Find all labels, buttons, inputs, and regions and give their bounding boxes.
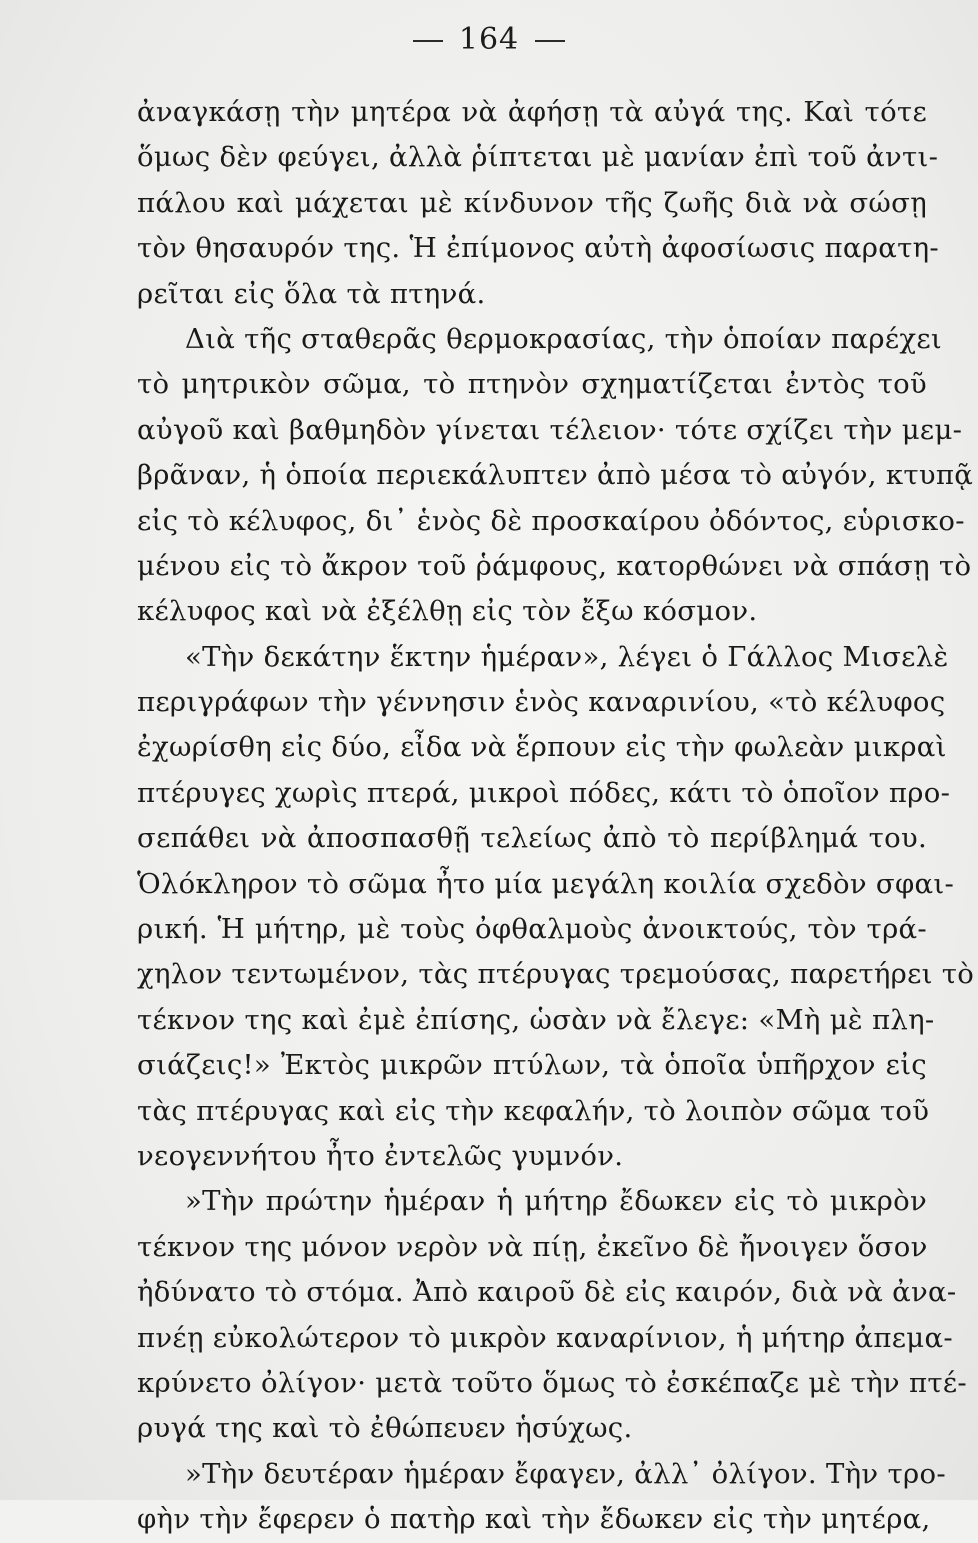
text-line: ρεῖται εἰς ὅλα τὰ πτηνά.	[137, 277, 486, 310]
text-line: τὸ μητρικὸν σῶμα, τὸ πτηνὸν σχηματίζεται ἐντὸς τοῦ	[137, 368, 927, 401]
text-line: κέλυφος καὶ νὰ ἐξέλθῃ εἰς τὸν ἔξω κόσμον.	[137, 595, 758, 628]
text-line: ἐχωρίσθη εἰς δύο, εἶδα νὰ ἕρπουν εἰς τὴν φωλεὰν μικραὶ	[137, 731, 947, 764]
text-line: πάλου καὶ μάχεται μὲ κίνδυνον τῆς ζωῆς διὰ νὰ σώσῃ	[137, 186, 927, 219]
text-line: »Τὴν δευτέραν ἡμέραν ἔφαγεν, ἀλλ᾽ ὀλίγον. Τὴν τρο-	[185, 1457, 946, 1490]
text-line: περιγράφων τὴν γέννησιν ἑνὸς καναρινίου, «τὸ κέλυφος	[137, 686, 946, 719]
text-line: τέκνον της μόνον νερὸν νὰ πίῃ, ἐκεῖνο δὲ ἤνοιγεν ὅσον	[137, 1230, 928, 1263]
text-line: Ὁλόκληρον τὸ σῶμα ἦτο μία μεγάλη κοιλία σχεδὸν σφαι-	[137, 867, 955, 900]
text-line: εἰς τὸ κέλυφος, δι᾽ ἑνὸς δὲ προσκαίρου ὀδόντος, εὑρισκο-	[137, 504, 965, 537]
text-line: Διὰ τῆς σταθερᾶς θερμοκρασίας, τὴν ὁποίαν παρέχει	[185, 322, 942, 355]
text-line: ρυγά της καὶ τὸ ἐθώπευεν ἡσύχως.	[137, 1412, 633, 1445]
header-dash-left	[413, 40, 443, 42]
page-header	[0, 22, 978, 57]
text-line: μένου εἰς τὸ ἄκρον τοῦ ῥάμφους, κατορθώνει νὰ σπάσῃ τὸ	[137, 549, 972, 582]
text-line: ρική. Ἡ μήτηρ, μὲ τοὺς ὀφθαλμοὺς ἀνοικτούς, τὸν τρά-	[137, 913, 927, 946]
text-line: σεπάθει νὰ ἀποσπασθῇ τελείως ἀπὸ τὸ περίβλημά του.	[137, 822, 927, 855]
page-number: 164	[458, 22, 520, 57]
body-text	[137, 90, 975, 1543]
text-line: ἠδύνατο τὸ στόμα. Ἀπὸ καιροῦ δὲ εἰς καιρόν, διὰ νὰ ἀνα-	[137, 1276, 957, 1309]
text-line: χηλον τεντωμένον, τὰς πτέρυγας τρεμούσας, παρετήρει τὸ	[137, 958, 975, 991]
text-line: κρύνετο ὀλίγον· μετὰ τοῦτο ὅμως τὸ ἐσκέπαζε μὲ τὴν πτέ-	[137, 1366, 968, 1399]
text-line: τὰς πτέρυγας καὶ εἰς τὴν κεφαλήν, τὸ λοιπὸν σῶμα τοῦ	[137, 1094, 930, 1127]
text-line: »Τὴν πρώτην ἡμέραν ἡ μήτηρ ἔδωκεν εἰς τὸ μικρὸν	[185, 1185, 927, 1218]
text-line: τέκνον της καὶ ἐμὲ ἐπίσης, ὡσὰν νὰ ἔλεγε: «Μὴ μὲ πλη-	[137, 1003, 935, 1036]
header-dash-right	[535, 40, 565, 42]
text-line: ὅμως δὲν φεύγει, ἀλλὰ ῥίπτεται μὲ μανίαν ἐπὶ τοῦ ἀντι-	[137, 141, 939, 174]
text-line: ἀναγκάσῃ τὴν μητέρα νὰ ἀφήσῃ τὰ αὐγά της. Καὶ τότε	[137, 96, 927, 128]
text-line: πτέρυγες χωρὶς πτερά, μικροὶ πόδες, κάτι τὸ ὁποῖον προ-	[137, 776, 951, 809]
text-line: φὴν τὴν ἔφερεν ὁ πατὴρ καὶ τὴν ἔδωκεν εἰς τὴν μητέρα,	[137, 1503, 931, 1536]
text-line: αὐγοῦ καὶ βαθμηδὸν γίνεται τέλειον· τότε σχίζει τὴν μεμ-	[137, 413, 963, 446]
text-line: βρᾶναν, ἡ ὁποία περιεκάλυπτεν ἀπὸ μέσα τὸ αὐγόν, κτυπᾷ	[137, 459, 974, 492]
text-line: σιάζεις!» Ἐκτὸς μικρῶν πτύλων, τὰ ὁποῖα ὑπῆρχον εἰς	[137, 1049, 927, 1082]
text-line: τὸν θησαυρόν της. Ἡ ἐπίμονος αὐτὴ ἀφοσίωσις παρατη-	[137, 232, 940, 265]
text-line: νεογεννήτου ἦτο ἐντελῶς γυμνόν.	[137, 1139, 624, 1172]
text-line: «Τὴν δεκάτην ἕκτην ἡμέραν», λέγει ὁ Γάλλος Μισελὲ	[185, 640, 949, 673]
text-line: πνέῃ εὐκολώτερον τὸ μικρὸν καναρίνιον, ἡ μήτηρ ἀπεμα-	[137, 1321, 953, 1354]
